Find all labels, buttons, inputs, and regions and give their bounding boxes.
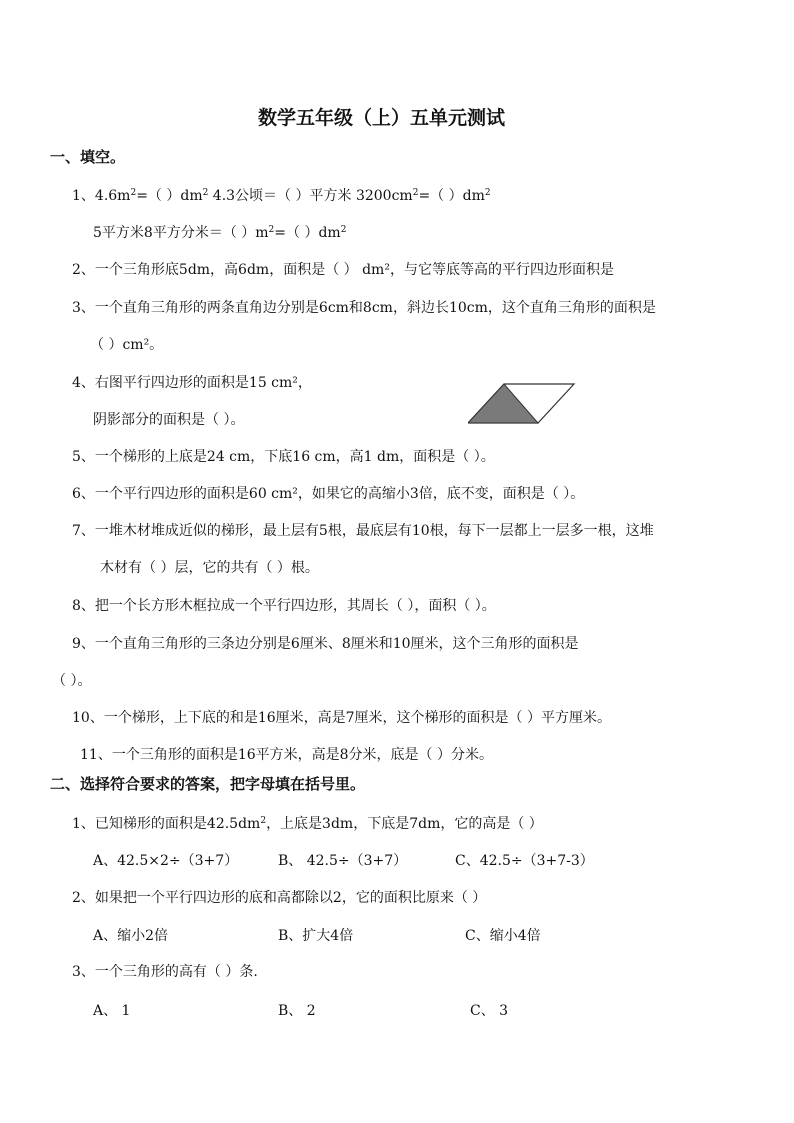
parallelogram-figure (468, 383, 578, 427)
question-4-line-2: 阴影部分的面积是（ ）。 (93, 412, 245, 428)
question-9-line-2: （ ）。 (52, 673, 92, 689)
q1b-part-1: 5平方米8平方分米＝（ ）m (93, 225, 269, 241)
question-3-line-1: 3、一个直角三角形的两条直角边分别是6cm和8cm，斜边长10cm，这个直角三角形的面积是 (72, 300, 656, 316)
question-5: 5、一个梯形的上底是24 cm，下底16 cm，高1 dm，面积是（ ）。 (72, 449, 495, 465)
question-1-line-1 (72, 186, 491, 206)
choice-option-3a: A、 1 (93, 1003, 131, 1019)
question-11: 11、一个三角形的面积是16平方米，高是8分米，底是（ ）分米。 (80, 747, 493, 763)
choice-question-3: 3、一个三角形的高有（ ）条. (72, 964, 258, 980)
superscript: 2 (268, 225, 275, 235)
question-3-line-2: （ ）cm²。 (90, 337, 164, 353)
q1-part-3: 4.3公顷＝（ ）平方米 3200cm (208, 188, 413, 204)
choice-option-1b: B、 42.5÷（3+7） (278, 853, 408, 869)
choice-option-2a: A、缩小2倍 (93, 928, 169, 944)
question-6: 6、一个平行四边形的面积是60 cm²，如果它的高缩小3倍，底不变，面积是（ ）。 (72, 486, 585, 502)
choice-option-3b: B、 2 (278, 1003, 316, 1019)
choice-question-1 (72, 814, 543, 834)
superscript: 2 (260, 816, 267, 826)
choice-option-1a: A、42.5×2÷（3+7） (93, 853, 239, 869)
question-10: 10、一个梯形，上下底的和是16厘米，高是7厘米，这个梯形的面积是（ ）平方厘米。 (72, 710, 611, 726)
superscript: 2 (130, 188, 137, 198)
q1-part-4: =（ ）dm (418, 188, 485, 204)
choice-question-2: 2、如果把一个平行四边形的底和高都除以2，它的面积比原来（ ） (72, 890, 487, 906)
choice-option-3c: C、 3 (470, 1003, 509, 1019)
choice-option-2c: C、缩小4倍 (465, 928, 541, 944)
q1-part-2: =（ ）dm (136, 188, 203, 204)
choice-option-1c: C、42.5÷（3+7-3） (455, 853, 594, 869)
question-9-line-1: 9、一个直角三角形的三条边分别是6厘米、8厘米和10厘米，这个三角形的面积是 (72, 636, 579, 652)
superscript: 2 (202, 188, 209, 198)
superscript: 2 (340, 225, 347, 235)
q1-part-1: 1、4.6m (72, 188, 131, 204)
cq1-part-1: 1、已知梯形的面积是42.5dm (72, 816, 261, 832)
question-7-line-1: 7、一堆木材堆成近似的梯形，最上层有5根，最底层有10根，每下一层都上一层多一根，这堆 (72, 523, 654, 539)
superscript: 2 (484, 188, 491, 198)
cq1-part-2: ，上底是3dm，下底是7dm，它的高是（ ） (266, 816, 543, 832)
question-1-line-2 (93, 223, 346, 243)
q1b-part-2: =（ ）dm (274, 225, 341, 241)
superscript: 2 (412, 188, 419, 198)
question-4-line-1: 4、右图平行四边形的面积是15 cm²， (72, 375, 312, 391)
section-2-heading: 二、选择符合要求的答案，把字母填在括号里。 (50, 775, 366, 793)
question-2: 2、一个三角形底5dm，高6dm，面积是（ ） dm²，与它等底等高的平行四边形面积是 (72, 262, 614, 278)
page-title: 数学五年级（上）五单元测试 (258, 107, 506, 129)
choice-option-2b: B、扩大4倍 (278, 928, 354, 944)
section-1-heading: 一、填空。 (50, 148, 126, 166)
question-8: 8、把一个长方形木框拉成一个平行四边形，其周长（ ），面积（ ）。 (72, 598, 496, 614)
question-7-line-2: 木材有（ ）层，它的共有（ ）根。 (100, 560, 319, 576)
